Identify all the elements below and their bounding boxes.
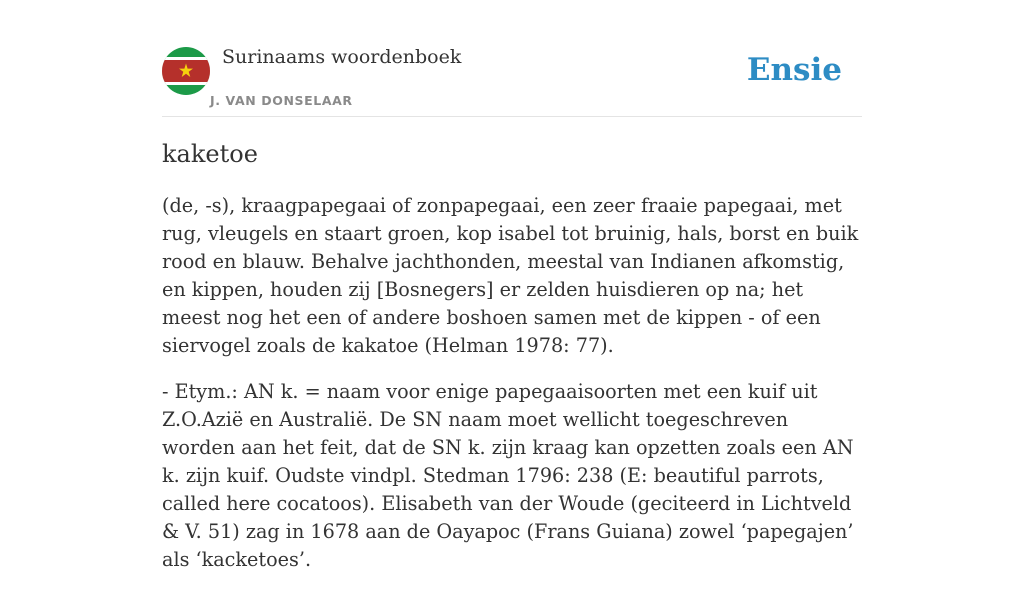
dictionary-title[interactable]: Surinaams woordenboek (222, 46, 462, 68)
definition-paragraph: (de, -s), kraagpapegaai of zonpapegaai, een zeer fraaie papegaai, met rug, vleugels en staart groen, kop isabel tot bruinig, hals, borst en buik rood en blauw. Behalve jachthonden, meestal van Indianen afkomstig, en kippen, houden zij [Bosnegers] er zelden huisdieren op na; het meest nog het een of andere boshoen samen met de kippen - of een siervogel zoals de kakatoe (Helman 1978: 77). (162, 194, 859, 357)
suriname-flag-icon[interactable] (162, 47, 210, 95)
site-header (162, 40, 862, 117)
author-name[interactable]: J. VAN DONSELAAR (210, 93, 353, 108)
ensie-logo[interactable]: Ensie (746, 52, 842, 88)
page-title: kaketoe (162, 140, 258, 168)
etymology-paragraph: - Etym.: AN k. = naam voor enige papegaaisoorten met een kuif uit Z.O.Azië en Australië. De SN naam moet wellicht toegeschreven worden aan het feit, dat de SN k. zijn kraag kan opzetten zoals een AN k. zijn kuif. Oudste vindpl. Stedman 1796: 238 (E: beautiful parrots, called here cocatoos). Elisabeth van der Woude (geciteerd in Lichtveld & V. 51) zag in 1678 aan de Oayapoc (Frans Guiana) zowel ‘papegajen’ als ‘kacketoes’. (162, 380, 854, 571)
entry-definition (162, 192, 867, 592)
